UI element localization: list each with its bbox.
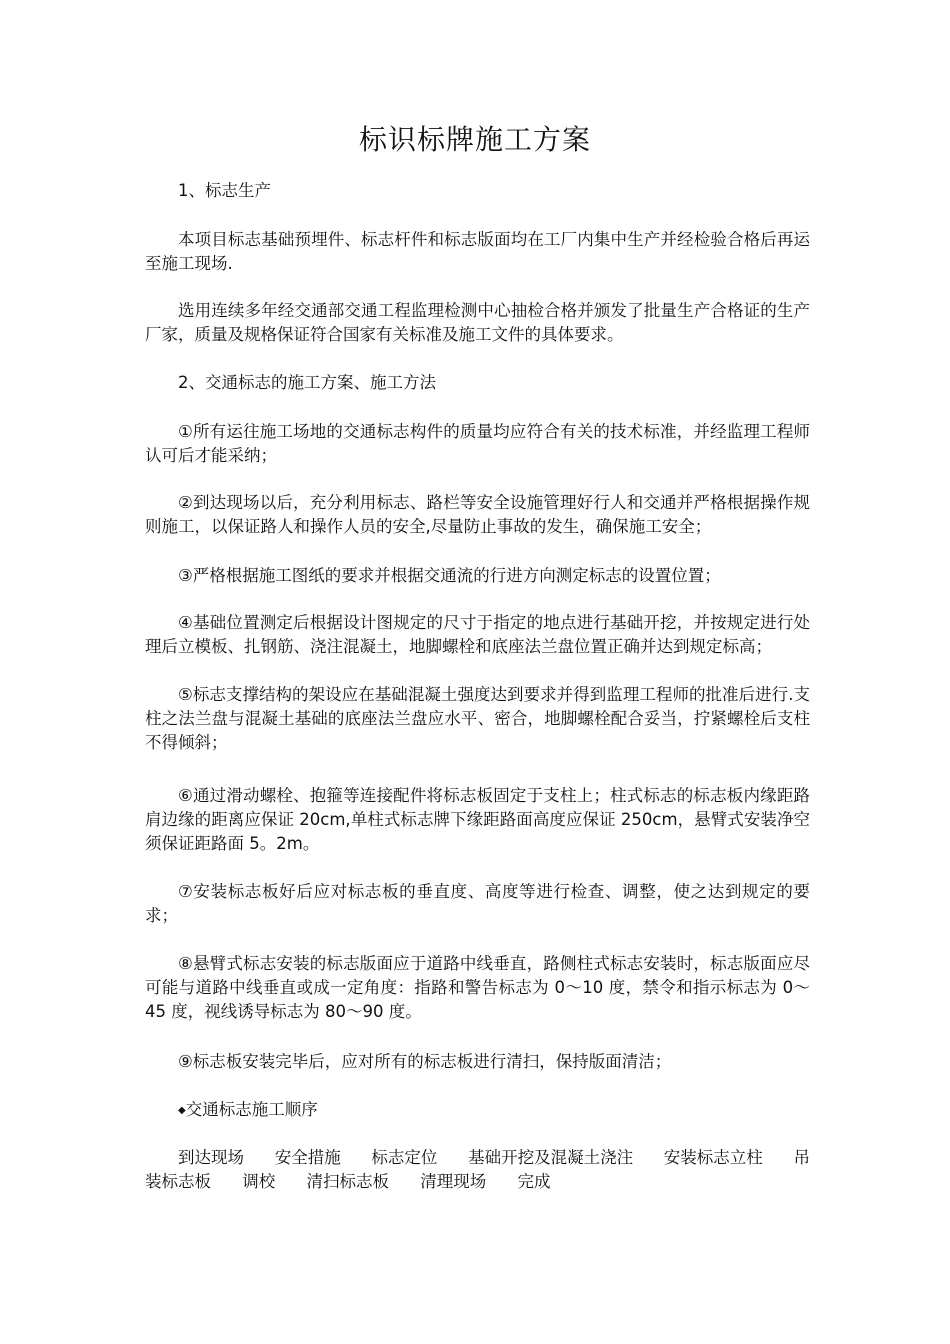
paragraph-step-7: ⑦安装标志板好后应对标志板的垂直度、高度等进行检查、调整，使之达到规定的要求；	[145, 882, 810, 925]
sequence-step: 安全措施	[274, 1148, 341, 1167]
paragraph-manufacturer: 选用连续多年经交通部交通工程监理检测中心抽检合格并颁发了批量生产合格证的生产厂家，质量及规格保证符合国家有关标准及施工文件的具体要求。	[145, 301, 810, 344]
paragraph-step-4: ④基础位置测定后根据设计图规定的尺寸于指定的地点进行基础开挖，并按规定进行处理后立模板、扎钢筋、浇注混凝土，地脚螺栓和底座法兰盘位置正确并达到规定标高；	[145, 613, 810, 656]
sequence-step: 清理现场	[420, 1172, 487, 1191]
paragraph-step-2: ②到达现场以后，充分利用标志、路栏等安全设施管理好行人和交通并严格根据操作规则施工，以保证路人和操作人员的安全,尽量防止事故的发生，确保施工安全；	[145, 493, 810, 536]
sequence-step: 装标志板	[145, 1172, 211, 1191]
paragraph-step-1: ①所有运往施工场地的交通标志构件的质量均应符合有关的技术标准，并经监理工程师认可后才能采纳；	[145, 422, 810, 465]
sequence-step: 到达现场	[178, 1148, 244, 1167]
sequence-line-2	[145, 1170, 810, 1194]
sequence-line-1	[145, 1146, 810, 1170]
sequence-step: 吊	[793, 1148, 810, 1167]
paragraph-production-location: 本项目标志基础预埋件、标志杆件和标志版面均在工厂内集中生产并经检验合格后再运至施工现场.	[145, 230, 810, 273]
paragraph-step-3: ③严格根据施工图纸的要求并根据交通流的行进方向测定标志的设置位置；	[178, 566, 721, 585]
construction-sequence	[145, 1146, 810, 1194]
sequence-step: 完成	[517, 1172, 551, 1191]
bullet-diamond-icon: ◆	[178, 1105, 186, 1116]
sequence-heading	[145, 1098, 810, 1123]
paragraph-step-5: ⑤标志支撑结构的架设应在基础混凝土强度达到要求并得到监理工程师的批准后进行.支柱之法兰盘与混凝土基础的底座法兰盘应水平、密合，地脚螺栓配合妥当，拧紧螺栓后支柱不得倾斜；	[145, 685, 810, 752]
section-heading-1: 1、标志生产	[178, 181, 271, 200]
sequence-step: 清扫标志板	[306, 1172, 389, 1191]
section-heading-2: 2、交通标志的施工方案、施工方法	[178, 373, 436, 392]
sequence-heading-text: 交通标志施工顺序	[185, 1100, 318, 1119]
paragraph-step-8: ⑧悬臂式标志安装的标志版面应于道路中线垂直，路侧柱式标志安装时，标志版面应尽可能与道路中线垂直或成一定角度：指路和警告标志为 0～10 度，禁令和指示标志为 0～45 度，视线诱导标志为 80～90 度。	[145, 954, 810, 1021]
paragraph-step-9: ⑨标志板安装完毕后，应对所有的标志板进行清扫，保持版面清洁；	[178, 1052, 672, 1071]
sequence-step: 安装标志立柱	[663, 1148, 763, 1167]
sequence-step: 基础开挖及混凝土浇注	[468, 1148, 634, 1167]
document-title: 标识标牌施工方案	[358, 123, 591, 156]
sequence-step: 标志定位	[371, 1148, 438, 1167]
sequence-step: 调校	[242, 1172, 276, 1191]
paragraph-step-6: ⑥通过滑动螺栓、抱箍等连接配件将标志板固定于支柱上；柱式标志的标志板内缘距路肩边缘的距离应保证 20cm,单柱式标志牌下缘距路面高度应保证 250cm，悬臂式安装净空须保证距路面 5。2m。	[145, 786, 810, 853]
